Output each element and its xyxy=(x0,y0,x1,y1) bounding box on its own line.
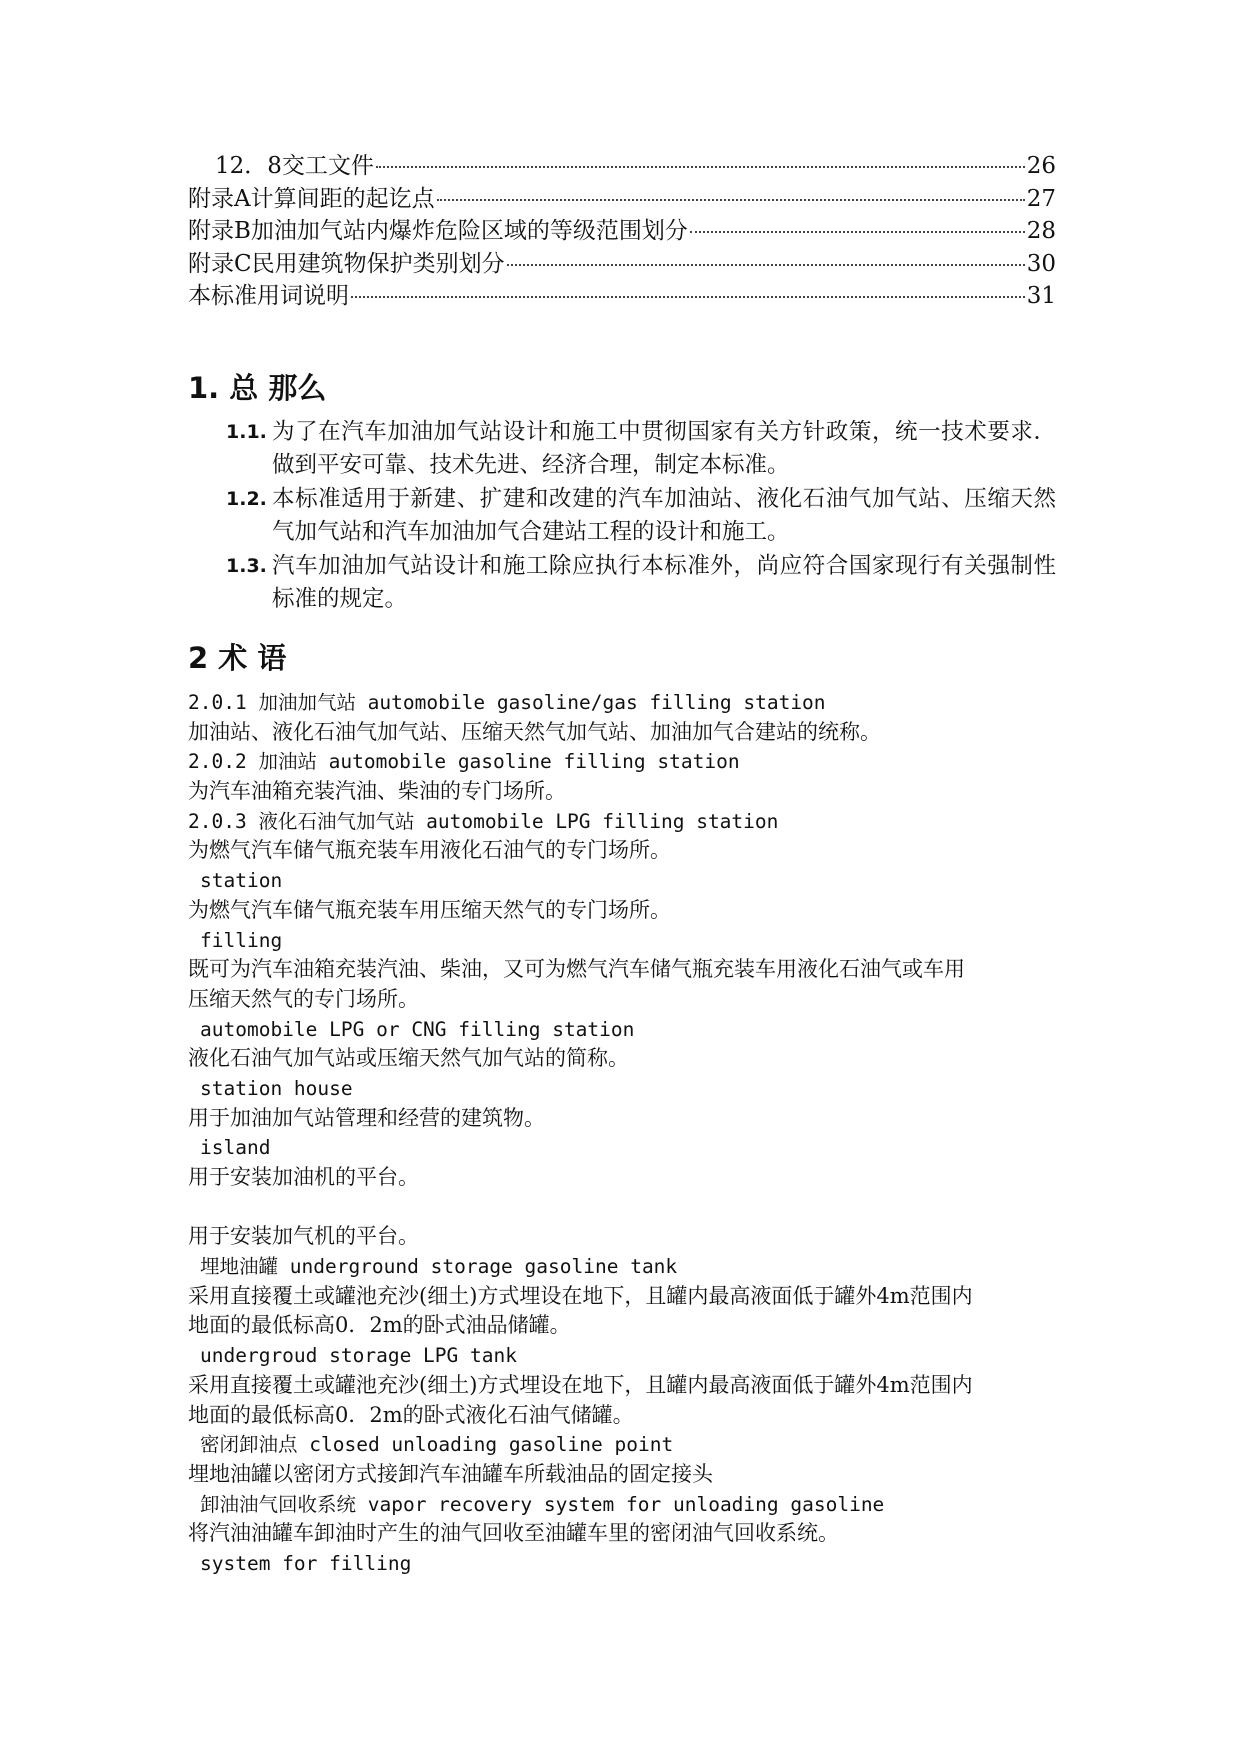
toc-entry-page: 26 xyxy=(1026,153,1056,179)
toc-leader-dots xyxy=(690,231,1025,233)
term-definition-line: 为燃气汽车储气瓶充装车用液化石油气的专门场所。 xyxy=(188,838,671,863)
term-heading-line: 2.0.3 液化石油气加气站 automobile LPG filling station xyxy=(188,809,779,833)
term-heading-line: 密闭卸油点 closed unloading gasoline point xyxy=(200,1433,674,1457)
toc-leader-dots xyxy=(437,199,1025,201)
term-definition-line: 地面的最低标高0．2m的卧式油品储罐。 xyxy=(188,1313,571,1338)
toc-entry[interactable] xyxy=(188,183,1056,216)
toc-entry-title: 本标准用词说明 xyxy=(188,283,349,309)
term-heading-line: automobile LPG or CNG filling station xyxy=(200,1017,635,1041)
term-heading-line: 卸油油气回收系统 vapor recovery system for unloading gasoline xyxy=(200,1492,885,1516)
term-definition-line: 既可为汽车油箱充装汽油、柴油，又可为燃气汽车储气瓶充装车用液化石油气或车用 xyxy=(188,957,965,982)
toc-entry-title: 附录A计算间距的起讫点 xyxy=(188,185,435,212)
toc-entry[interactable] xyxy=(188,150,1056,183)
term-heading-line: 埋地油罐 underground storage gasoline tank xyxy=(200,1255,678,1279)
clause-text: 本标准适用于新建、扩建和改建的汽车加油站、液化石油气加气站、压缩天然气加气站和汽车加油加气合建站工程的设计和施工。 xyxy=(272,486,1056,545)
term-definition-line: 将汽油油罐车卸油时产生的油气回收至油罐车里的密闭油气回收系统。 xyxy=(188,1521,839,1546)
clause-number: 1.3. xyxy=(226,555,267,577)
term-definition-line: 为燃气汽车储气瓶充装车用压缩天然气的专门场所。 xyxy=(188,897,671,922)
toc-entry-title: 附录C民用建筑物保护类别划分 xyxy=(188,250,505,277)
toc-leader-dots xyxy=(351,296,1025,298)
term-heading-line: island xyxy=(200,1136,271,1160)
toc-leader-dots xyxy=(376,166,1025,168)
term-heading-line: 2.0.2 加油站 automobile gasoline filling station xyxy=(188,750,740,774)
toc-entry-page: 27 xyxy=(1026,185,1056,212)
section-2-terms xyxy=(188,688,1056,1579)
clause xyxy=(188,483,1056,549)
toc-entry[interactable] xyxy=(188,280,1056,313)
term-definition-line: 地面的最低标高0．2m的卧式液化石油气储罐。 xyxy=(188,1402,634,1427)
term-heading-line: filling xyxy=(200,928,283,952)
term-definition-line: 埋地油罐以密闭方式接卸汽车油罐车所载油品的固定接头 xyxy=(188,1461,713,1486)
section-1-heading: 1. 总 那么 xyxy=(188,371,327,405)
term-heading-line: undergroud storage LPG tank xyxy=(200,1344,517,1368)
toc-leader-dots xyxy=(507,264,1025,266)
clause xyxy=(188,416,1056,482)
term-definition-line: 用于加油加气站管理和经营的建筑物。 xyxy=(188,1105,545,1130)
term-definition-line: 加油站、液化石油气加气站、压缩天然气加气站、加油加气合建站的统称。 xyxy=(188,719,881,744)
term-definition-line xyxy=(188,1193,1056,1223)
term-heading-line: 2.0.1 加油加气站 automobile gasoline/gas filling station xyxy=(188,691,826,714)
term-definition-line: 采用直接覆土或罐池充沙(细土)方式埋设在地下，且罐内最高液面低于罐外4m范围内 xyxy=(188,1372,973,1397)
document-page xyxy=(188,150,1056,1575)
term-definition-line: 用于安装加气机的平台。 xyxy=(188,1224,419,1249)
toc-entry-page: 28 xyxy=(1026,218,1056,244)
toc-entry[interactable] xyxy=(188,248,1056,281)
table-of-contents xyxy=(188,150,1056,313)
term-definition-line: 压缩天然气的专门场所。 xyxy=(188,986,419,1011)
section-2-heading: 2 术 语 xyxy=(188,641,287,675)
clause xyxy=(188,550,1056,616)
term-definition-line: 液化石油气加气站或压缩天然气加气站的简称。 xyxy=(188,1046,629,1071)
section-1-clauses xyxy=(188,416,1056,617)
clause-number: 1.1. xyxy=(226,421,267,443)
term-definition-line: 采用直接覆土或罐池充沙(细土)方式埋设在地下，且罐内最高液面低于罐外4m范围内 xyxy=(188,1283,973,1308)
clause-text: 为了在汽车加油加气站设计和施工中贯彻国家有关方针政策，统一技术要求．做到平安可靠、技术先进、经济合理，制定本标准。 xyxy=(272,419,1056,478)
toc-entry[interactable] xyxy=(188,215,1056,248)
toc-entry-title: 附录B加油加气站内爆炸危险区域的等级范围划分 xyxy=(188,218,688,244)
term-definition-line: 用于安装加油机的平台。 xyxy=(188,1165,419,1189)
term-heading-line: station house xyxy=(200,1076,353,1100)
term-definition-line: 为汽车油箱充装汽油、柴油的专门场所。 xyxy=(188,779,566,804)
toc-entry-title: 12．8交工文件 xyxy=(215,153,374,179)
toc-entry-page: 31 xyxy=(1026,283,1056,309)
clause-text: 汽车加油加气站设计和施工除应执行本标准外，尚应符合国家现行有关强制性标准的规定。 xyxy=(272,553,1056,612)
toc-entry-page: 30 xyxy=(1026,250,1056,277)
term-heading-line: system for filling xyxy=(200,1551,412,1575)
clause-number: 1.2. xyxy=(226,488,267,510)
term-heading-line: station xyxy=(200,869,283,893)
